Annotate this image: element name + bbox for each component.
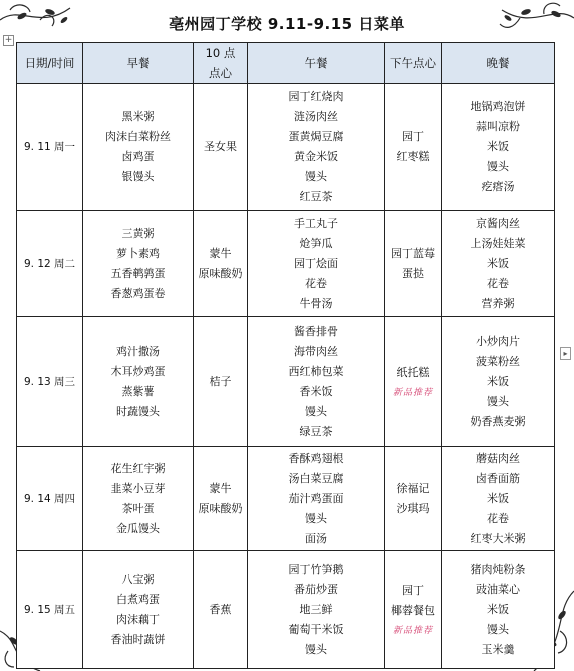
breakfast-cell: [83, 84, 194, 211]
breakfast-cell: [83, 447, 194, 551]
menu-item: 红枣大米粥: [470, 531, 526, 545]
menu-item: 黄金米饭: [294, 150, 338, 163]
menu-item: 园丁红烧肉: [288, 90, 344, 103]
menu-item: 西红柿包菜: [288, 364, 344, 378]
menu-item: 营养粥: [481, 296, 515, 310]
menu-item: 豉油菜心: [476, 582, 520, 596]
snack10-cell: [194, 211, 248, 317]
menu-item: 花卷: [487, 511, 509, 525]
menu-item: 馒头: [305, 511, 327, 525]
menu-item: 手工丸子: [294, 216, 338, 230]
menu-item: 地三鲜: [299, 602, 333, 616]
menu-item: 蛋挞: [402, 266, 424, 280]
menu-item: 黑米粥: [121, 110, 155, 123]
dinner-cell: [442, 317, 555, 447]
lunch-cell: [248, 211, 385, 317]
menu-item: 香蕉: [209, 602, 232, 616]
menu-item: 蘑菇肉丝: [476, 451, 520, 465]
menu-item: 原味酸奶: [198, 266, 243, 280]
afternoon-cell: [385, 84, 442, 211]
header-lunch: 午餐: [248, 43, 385, 84]
menu-item: 肉沫藕丁: [116, 612, 160, 626]
menu-item: 鸡汁撒汤: [116, 344, 160, 358]
menu-item: 涟汤肉丝: [294, 110, 338, 123]
menu-item: 米饭: [487, 374, 509, 388]
menu-item: 酱香排骨: [294, 324, 338, 338]
menu-item: 圣女果: [204, 140, 237, 153]
menu-item: 猪肉炖粉条: [470, 562, 526, 576]
header-snack10-line: 10 点: [205, 46, 236, 60]
menu-item: 蛋黄焗豆腐: [288, 130, 344, 143]
menu-item: 纸托糕: [396, 366, 430, 379]
breakfast-cell: [83, 211, 194, 317]
table-row: [17, 317, 555, 447]
menu-item: 萝卜素鸡: [116, 246, 160, 260]
menu-item: 香葱鸡蛋卷: [110, 286, 166, 300]
menu-item: 花卷: [305, 276, 327, 290]
menu-item: 原味酸奶: [198, 501, 243, 515]
menu-item: 蒙牛: [209, 246, 232, 260]
menu-item: 馒头: [305, 642, 327, 656]
header-date: 日期/时间: [17, 43, 83, 84]
snack10-cell: [194, 447, 248, 551]
menu-item: 京酱肉丝: [476, 216, 520, 230]
menu-item: 蒸紫薯: [121, 384, 155, 398]
table-row: [17, 211, 555, 317]
dinner-cell: [442, 211, 555, 317]
header-snack10: [194, 43, 248, 84]
dinner-cell: [442, 447, 555, 551]
menu-item: 红豆茶: [299, 190, 333, 203]
menu-item: 牛骨汤: [299, 296, 333, 310]
date-cell: 9. 13 周三: [17, 317, 83, 447]
resize-handle-icon[interactable]: ▸: [560, 347, 571, 360]
lunch-cell: [248, 84, 385, 211]
menu-item: 葡萄干米饭: [288, 622, 344, 636]
menu-item: 菠菜粉丝: [476, 354, 520, 368]
menu-item: 疙瘩汤: [481, 180, 515, 193]
menu-item: 地锅鸡泡饼: [470, 100, 526, 113]
snack10-cell: [194, 317, 248, 447]
menu-item: 小炒肉片: [476, 334, 520, 348]
menu-item: 蒜叫凉粉: [476, 120, 520, 133]
lunch-cell: [248, 447, 385, 551]
snack10-cell: [194, 84, 248, 211]
menu-item: 园丁竹笋鹅: [288, 562, 344, 576]
menu-item: 木耳炒鸡蛋: [110, 364, 166, 378]
header-dinner: 晚餐: [442, 43, 555, 84]
table-row: [17, 84, 555, 211]
menu-item: 白煮鸡蛋: [116, 592, 160, 606]
date-cell: 9. 11 周一: [17, 84, 83, 211]
menu-item: 园丁烩面: [294, 256, 338, 270]
header-snack10-line: 点心: [209, 66, 232, 80]
menu-item: 徐福记: [396, 481, 430, 495]
menu-item: 上汤娃娃菜: [470, 236, 526, 250]
afternoon-cell: [385, 317, 442, 447]
menu-item: 椰蓉餐包: [391, 604, 435, 617]
menu-item: 茶叶蛋: [121, 501, 155, 515]
dinner-cell: [442, 551, 555, 669]
menu-item: 馒头: [487, 160, 509, 173]
menu-item: 米饭: [487, 491, 509, 505]
menu-item: 馒头: [487, 622, 509, 636]
new-product-stamp: 新品推荐: [392, 626, 433, 636]
new-product-stamp: 新品推荐: [392, 388, 433, 398]
menu-item: 米饭: [487, 256, 509, 270]
menu-item: 园丁蓝莓: [391, 246, 435, 260]
menu-item: 茄汁鸡蛋面: [288, 491, 344, 505]
move-handle-icon[interactable]: +: [4, 35, 13, 45]
menu-item: 香油时蔬饼: [110, 632, 166, 646]
lunch-cell: [248, 551, 385, 669]
menu-item: 三黄粥: [121, 226, 155, 240]
menu-item: 绿豆茶: [299, 424, 333, 438]
dinner-cell: [442, 84, 555, 211]
menu-item: 园丁: [402, 130, 424, 143]
menu-item: 八宝粥: [121, 572, 155, 586]
menu-item: 花生红宇粥: [110, 461, 166, 475]
afternoon-cell: [385, 551, 442, 669]
menu-item: 红枣糕: [396, 150, 430, 163]
menu-item: 五香鹌鹑蛋: [110, 266, 166, 280]
menu-item: 香米饭: [299, 384, 333, 398]
header-snack10-label: [194, 43, 247, 83]
menu-item: 花卷: [487, 276, 509, 290]
date-cell: 9. 14 周四: [17, 447, 83, 551]
table-row: [17, 551, 555, 669]
menu-item: 卤鸡蛋: [121, 150, 155, 163]
menu-item: 金瓜馒头: [116, 521, 160, 535]
menu-item: 面汤: [305, 531, 327, 545]
header-afternoon: 下午点心: [385, 43, 442, 84]
afternoon-cell: [385, 211, 442, 317]
menu-item: 馒头: [305, 170, 327, 183]
menu-item: 炝笋瓜: [299, 236, 333, 250]
menu-item: 汤白菜豆腐: [288, 471, 344, 485]
breakfast-cell: [83, 317, 194, 447]
menu-item: 番茄炒蛋: [294, 582, 338, 596]
menu-table: [16, 42, 555, 669]
date-cell: 9. 15 周五: [17, 551, 83, 669]
header-breakfast: 早餐: [83, 43, 194, 84]
menu-item: 奶香燕麦粥: [470, 414, 526, 428]
breakfast-cell: [83, 551, 194, 669]
menu-item: 馒头: [305, 404, 327, 418]
page-title: 亳州园丁学校 9.11-9.15 日菜单: [169, 15, 405, 33]
menu-item: 香酥鸡翅根: [288, 451, 344, 465]
header-row: [17, 43, 555, 84]
menu-item: 米饭: [487, 140, 509, 153]
afternoon-cell: [385, 447, 442, 551]
menu-item: 蒙牛: [209, 481, 232, 495]
lunch-cell: [248, 317, 385, 447]
date-cell: 9. 12 周二: [17, 211, 83, 317]
menu-item: 卤香面筋: [476, 471, 520, 485]
menu-item: 银馒头: [121, 170, 155, 183]
menu-item: 海带肉丝: [294, 344, 338, 358]
menu-item: 韭菜小豆芽: [110, 481, 166, 495]
table-row: [17, 447, 555, 551]
menu-item: 桔子: [209, 374, 232, 388]
menu-item: 沙琪玛: [396, 501, 430, 515]
menu-item: 时蔬馒头: [116, 404, 160, 418]
menu-item: 玉米羹: [481, 642, 515, 656]
menu-item: 馒头: [487, 394, 509, 408]
menu-item: 园丁: [402, 584, 424, 597]
menu-item: 肉沫白菜粉丝: [105, 130, 171, 143]
menu-item: 米饭: [487, 602, 509, 616]
snack10-cell: [194, 551, 248, 669]
